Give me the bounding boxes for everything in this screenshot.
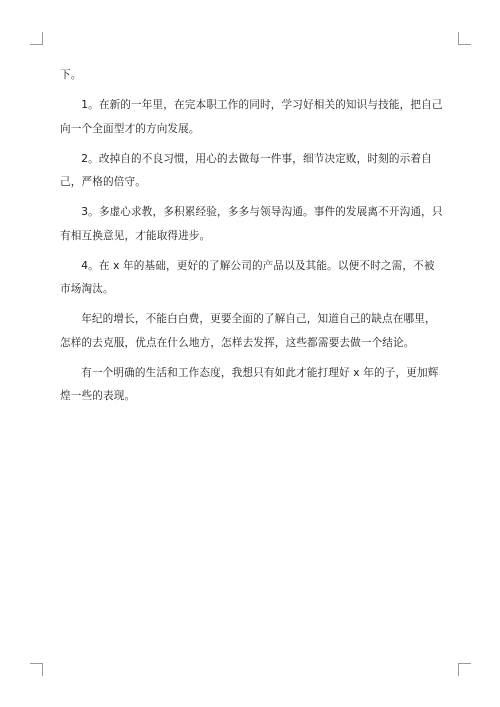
paragraph-continuation: 下。 [60, 69, 82, 81]
crop-mark-top-left [30, 32, 43, 45]
crop-mark-top-right [458, 32, 471, 45]
crop-mark-bottom-left [30, 663, 43, 676]
crop-mark-bottom-right [458, 663, 471, 676]
paragraph-growth: 年纪的增长，不能白白费，更要全面的了解自己，知道自己的缺点在哪里，怎样的去克服，优点在什么地方，怎样去发挥，这些都需要去做一个结论。 [60, 313, 436, 349]
paragraph-item-2: 2。改掉自的不良习惯，用心的去做每一件事，细节决定败，时刻的示着自己，严格的倍守。 [60, 152, 432, 188]
paragraph-item-1: 1。在新的一年里，在完本职工作的同时，学习好相关的知识与技能，把自己向一个全面型才的方向发展。 [60, 99, 443, 135]
paragraph-conclusion: 有一个明确的生活和工作态度，我想只有如此才能打理好 x 年的子，更加辉煌一些的表现。 [60, 366, 439, 402]
paragraph-item-3: 3。多虚心求教，多积累经验，多多与领导沟通。事件的发展离不开沟通，只有相互换意见，才能取得进步。 [60, 206, 443, 242]
paragraph-item-4: 4。在 x 年的基础，更好的了解公司的产品以及其能。以便不时之需，不被市场淘汰。 [60, 259, 435, 295]
document-body [60, 64, 444, 415]
